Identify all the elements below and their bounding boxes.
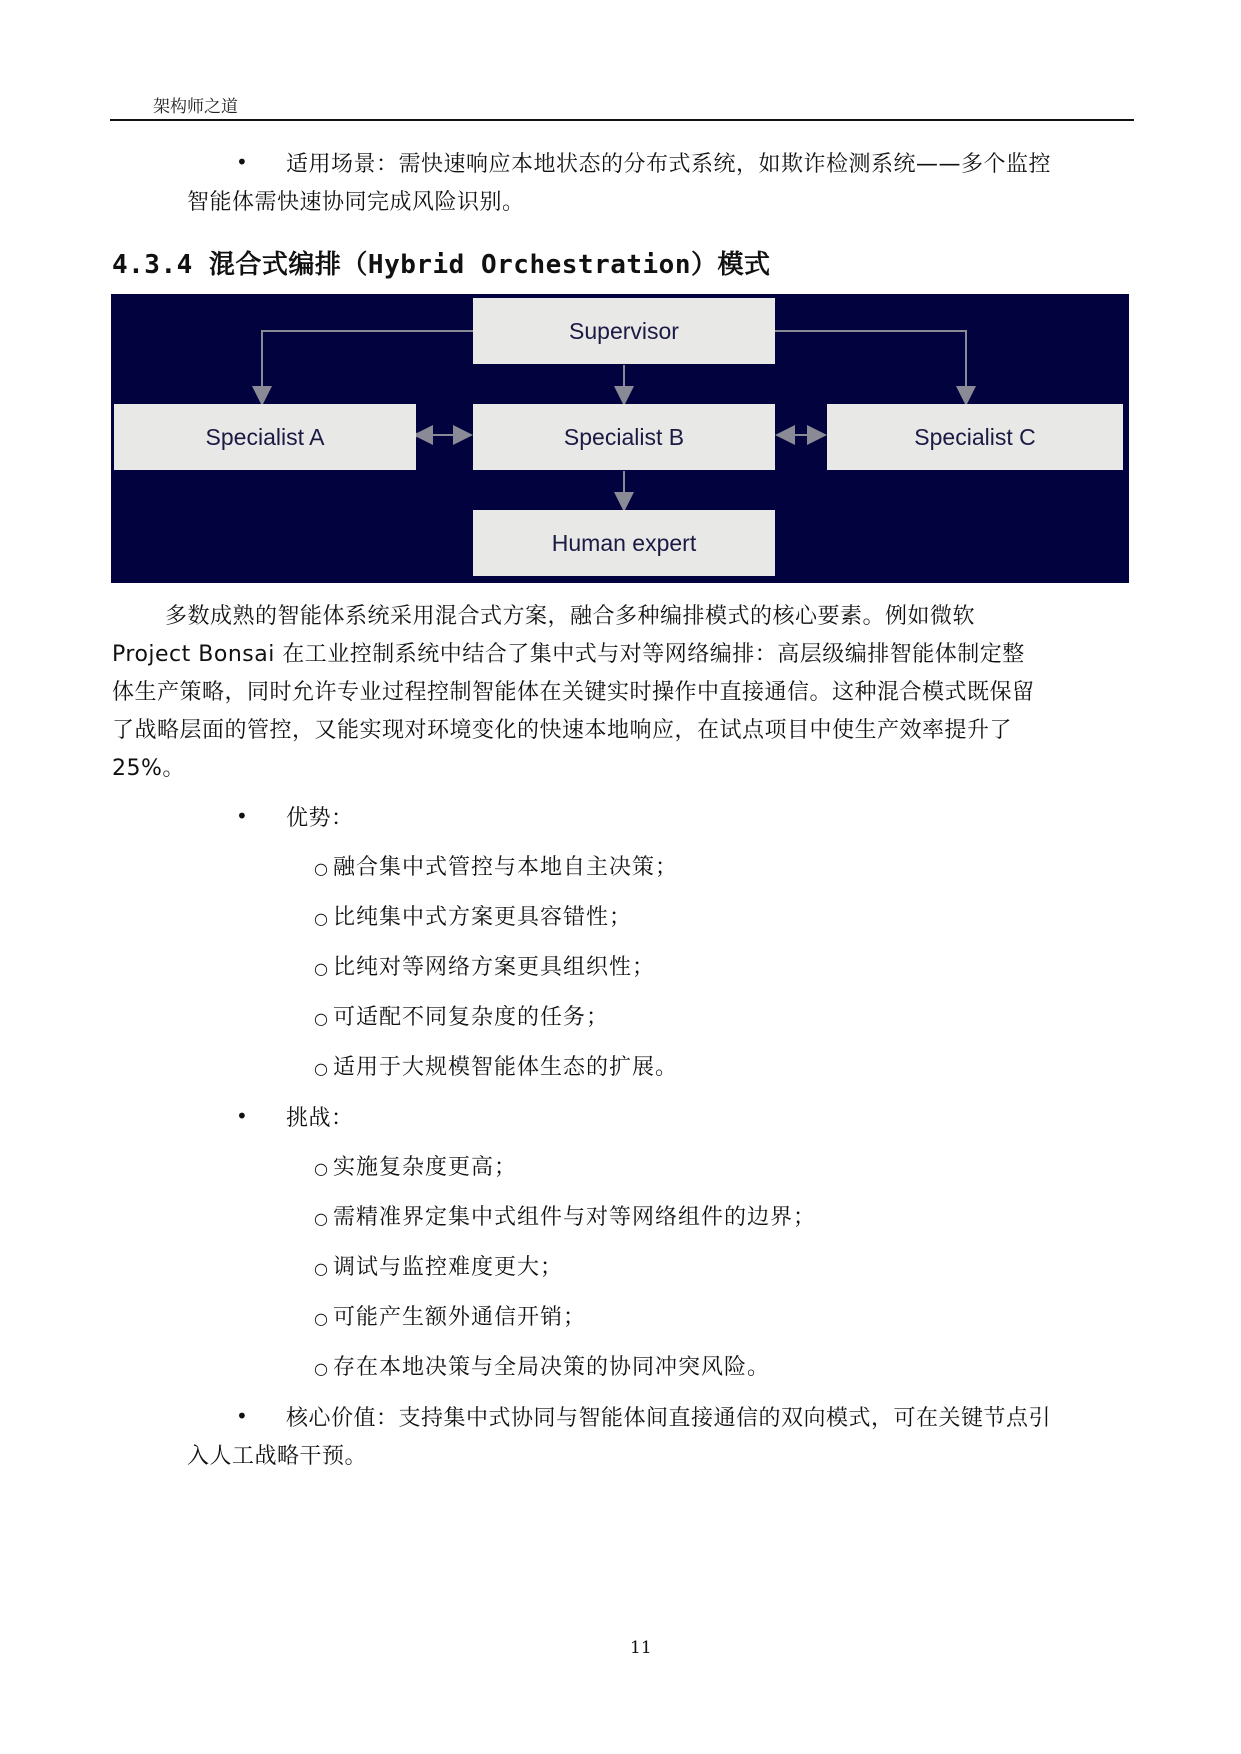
node-specialist-b: Specialist B xyxy=(473,404,775,470)
bullet-dot: • xyxy=(236,150,248,174)
paragraph-line: 25%。 xyxy=(112,756,185,781)
paragraph-line: 了战略层面的管控，又能实现对环境变化的快速本地响应，在试点项目中使生产效率提升了 xyxy=(112,718,1013,743)
section-heading: 4.3.4 混合式编排（Hybrid Orchestration）模式 xyxy=(112,250,771,280)
challenge-item: ○ 存在本地决策与全局决策的协同冲突风险。 xyxy=(314,1355,770,1380)
challenge-item: ○ 实施复杂度更高； xyxy=(314,1155,517,1180)
bullet-dot: • xyxy=(236,804,248,828)
page-header-title: 架构师之道 xyxy=(153,97,238,117)
challenge-item: ○ 调试与监控难度更大； xyxy=(314,1255,563,1280)
hollow-bullet-icon: ○ xyxy=(314,1259,329,1278)
core-value-line1: 核心价值：支持集中式协同与智能体间直接通信的双向模式，可在关键节点引 xyxy=(286,1406,1052,1431)
hollow-bullet-icon: ○ xyxy=(314,1209,329,1228)
hollow-bullet-icon: ○ xyxy=(314,859,329,878)
hollow-bullet-icon: ○ xyxy=(314,1009,329,1028)
page-number: 11 xyxy=(630,1638,652,1658)
paragraph-line: 体生产策略，同时允许专业过程控制智能体在关键实时操作中直接通信。这种混合模式既保留 xyxy=(112,680,1035,705)
hollow-bullet-icon: ○ xyxy=(314,1059,329,1078)
hollow-bullet-icon: ○ xyxy=(314,1359,329,1378)
node-specialist-c: Specialist C xyxy=(827,404,1123,470)
core-value-line2: 入人工战略干预。 xyxy=(187,1444,368,1469)
advantages-label: 优势： xyxy=(286,806,354,831)
hollow-bullet-icon: ○ xyxy=(314,1309,329,1328)
advantage-item: ○ 融合集中式管控与本地自主决策； xyxy=(314,855,678,880)
advantage-item: ○ 比纯集中式方案更具容错性； xyxy=(314,905,632,930)
intro-bullet-line1: 适用场景：需快速响应本地状态的分布式系统，如欺诈检测系统——多个监控 xyxy=(286,152,1052,177)
paragraph-line: 多数成熟的智能体系统采用混合式方案，融合多种编排模式的核心要素。例如微软 xyxy=(165,604,976,629)
challenges-label: 挑战： xyxy=(286,1106,354,1131)
node-human-expert: Human expert xyxy=(473,510,775,576)
advantage-item: ○ 适用于大规模智能体生态的扩展。 xyxy=(314,1055,678,1080)
challenge-item: ○ 需精准界定集中式组件与对等网络组件的边界； xyxy=(314,1205,816,1230)
challenge-item: ○ 可能产生额外通信开销； xyxy=(314,1305,586,1330)
hollow-bullet-icon: ○ xyxy=(314,1159,329,1178)
bullet-dot: • xyxy=(236,1404,248,1428)
header-divider xyxy=(110,119,1134,121)
orchestration-diagram xyxy=(111,294,1129,583)
hollow-bullet-icon: ○ xyxy=(314,909,329,928)
node-supervisor: Supervisor xyxy=(473,298,775,364)
paragraph-line: Project Bonsai 在工业控制系统中结合了集中式与对等网络编排：高层级编排智能体制定整 xyxy=(112,642,1025,667)
hollow-bullet-icon: ○ xyxy=(314,959,329,978)
advantage-item: ○ 比纯对等网络方案更具组织性； xyxy=(314,955,655,980)
advantage-item: ○ 可适配不同复杂度的任务； xyxy=(314,1005,609,1030)
intro-bullet-line2: 智能体需快速协同完成风险识别。 xyxy=(187,190,525,215)
node-specialist-a: Specialist A xyxy=(114,404,416,470)
bullet-dot: • xyxy=(236,1104,248,1128)
